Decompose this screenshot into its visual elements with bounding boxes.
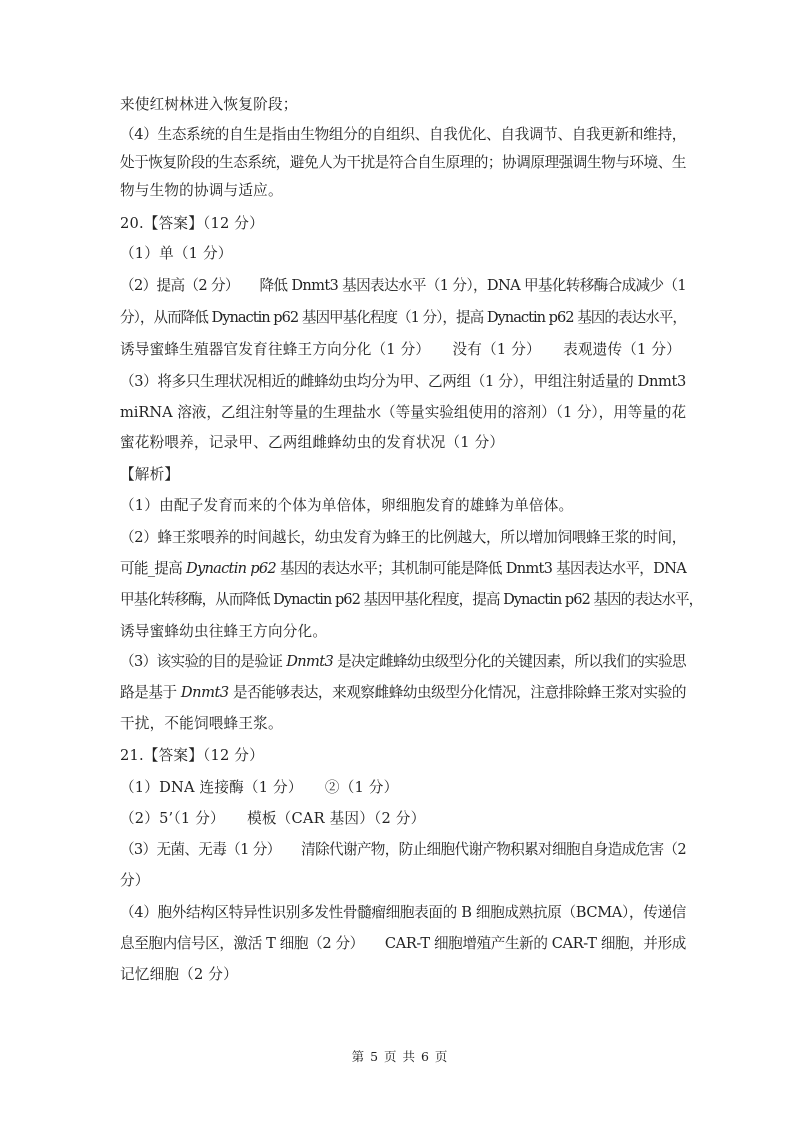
- text-line: [120, 622, 327, 642]
- text-segment: （2）提高（2 分） 降低 Dnmt3 基因表达水平（1 分），DNA 甲基化转移酶合成减少（1: [120, 277, 686, 294]
- text-line: [120, 528, 686, 548]
- text-segment: 物与生物的协调与适应。: [120, 182, 283, 199]
- text-segment: miRNA 溶液，乙组注射等量的生理盐水（等量实验组使用的溶剂）（1 分），用等量的花: [120, 404, 687, 421]
- text-segment: （3）将多只生理状况相近的雌蜂幼虫均分为甲、乙两组（1 分），甲组注射适量的 Dnmt3: [120, 373, 686, 390]
- italic-gene-name: Dnmt3: [180, 684, 229, 701]
- text-line: [120, 652, 686, 672]
- text-segment: （4）生态系统的自生是指由生物组分的自组织、自我优化、自我调节、自我更新和维持，: [120, 126, 687, 143]
- text-segment: 20.【答案】（12 分）: [120, 215, 264, 232]
- text-line: [120, 840, 686, 860]
- text-segment: 来使红树林进入恢复阶段；: [120, 96, 298, 113]
- text-segment: （1）由配子发育而来的个体为单倍体，卵细胞发育的雄蜂为单倍体。: [120, 497, 574, 514]
- text-line: [120, 590, 702, 610]
- section-heading: [120, 746, 264, 766]
- italic-gene-name: Dnmt3: [286, 653, 334, 670]
- text-segment: 是决定雌蜂幼虫级型分化的关键因素，所以我们的实验思: [333, 653, 687, 670]
- text-line: [120, 934, 686, 954]
- text-line: [120, 340, 681, 360]
- text-line: [120, 809, 425, 829]
- text-segment: （2）5’（1 分） 模板（CAR 基因）（2 分）: [120, 810, 426, 827]
- text-line: [120, 95, 298, 115]
- text-segment: 21.【答案】（12 分）: [120, 747, 264, 764]
- text-segment: （2）蜂王浆喂养的时间越长，幼虫发育为蜂王的比例越大，所以增加饲喂蜂王浆的时间，: [120, 529, 687, 546]
- section-heading: [120, 465, 179, 485]
- section-heading: [120, 214, 264, 234]
- text-segment: （1）单（1 分）: [120, 245, 233, 262]
- text-line: [120, 714, 283, 734]
- text-segment: （1）DNA 连接酶（1 分） ②（1 分）: [120, 779, 399, 796]
- text-segment: 处于恢复阶段的生态系统，避免人为干扰是符合自生原理的；协调原理强调生物与环境、生: [120, 154, 686, 171]
- text-line: [120, 871, 150, 891]
- text-line: [120, 433, 504, 453]
- text-line: [120, 372, 686, 392]
- text-segment: （4）胞外结构区特异性识别多发性骨髓瘤细胞表面的 B 细胞成熟抗原（BCMA），传递信: [120, 904, 687, 921]
- text-line: [120, 308, 686, 328]
- text-segment: （3）该实验的目的是验证: [120, 653, 287, 670]
- text-segment: 息至胞内信号区，激活 T 细胞（2 分） CAR-T 细胞增殖产生新的 CAR-T 细胞，并形成: [120, 935, 686, 952]
- text-segment: 分），从而降低 Dynactin p62 基因甲基化程度（1 分），提高 Dynactin p62 基因的表达水平，: [120, 309, 686, 326]
- text-segment: 甲基化转移酶，从而降低 Dynactin p62 基因甲基化程度，提高 Dynactin p62 基因的表达水平，: [120, 591, 703, 608]
- text-line: [120, 683, 686, 703]
- text-line: [120, 559, 686, 579]
- text-segment: 可能_提高: [120, 560, 186, 577]
- text-segment: 蜜花粉喂养，记录甲、乙两组雌蜂幼虫的发育状况（1 分）: [120, 434, 505, 451]
- text-segment: 【解析】: [120, 466, 180, 483]
- text-segment: 记忆细胞（2 分）: [120, 966, 238, 983]
- text-line: [120, 244, 233, 264]
- text-segment: 是否能够表达，来观察雌蜂幼虫级型分化情况，注意排除蜂王浆对实验的: [228, 684, 687, 701]
- text-segment: 路是基于: [120, 684, 181, 701]
- text-line: [120, 903, 686, 923]
- text-segment: 干扰，不能饲喂蜂王浆。: [120, 715, 283, 732]
- text-line: [120, 778, 398, 798]
- text-line: [120, 153, 686, 173]
- text-segment: 基因的表达水平；其机制可能是降低 Dnmt3 基因表达水平，DNA: [275, 560, 687, 577]
- italic-gene-name: Dynactin p62: [185, 560, 276, 577]
- text-line: [120, 965, 238, 985]
- text-line: [120, 181, 283, 201]
- page-number: 第 5 页 共 6 页: [351, 1049, 449, 1064]
- text-segment: （3）无菌、无毒（1 分） 清除代谢产物，防止细胞代谢产物积累对细胞自身造成危害（2: [120, 841, 686, 858]
- text-line: [120, 125, 686, 145]
- text-segment: 诱导蜜蜂生殖器官发育往蜂王方向分化（1 分） 没有（1 分） 表观遗传（1 分）: [120, 341, 681, 358]
- text-segment: 诱导蜜蜂幼虫往蜂王方向分化。: [120, 623, 328, 640]
- text-segment: 分）: [120, 872, 150, 889]
- text-line: [120, 496, 573, 516]
- text-line: [120, 403, 686, 423]
- text-line: [120, 276, 686, 296]
